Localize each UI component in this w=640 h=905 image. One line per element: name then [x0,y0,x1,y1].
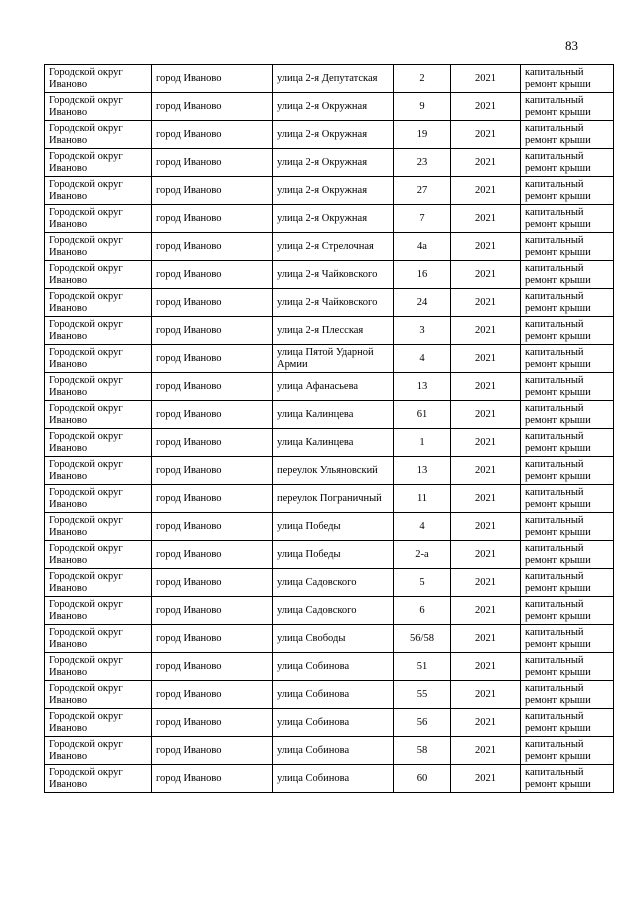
table-row [45,317,614,345]
municipality-cell: Городской округ Иваново [45,765,152,793]
house-number-cell: 61 [394,401,451,429]
house-number-cell: 51 [394,653,451,681]
work-type-cell: капитальный ремонт крыши [521,345,614,373]
year-cell: 2021 [451,513,521,541]
year-cell: 2021 [451,373,521,401]
settlement-cell: город Иваново [152,121,273,149]
settlement-cell: город Иваново [152,149,273,177]
settlement-cell: город Иваново [152,709,273,737]
house-number-cell: 7 [394,205,451,233]
work-type-cell: капитальный ремонт крыши [521,569,614,597]
municipality-cell: Городской округ Иваново [45,345,152,373]
work-type-cell: капитальный ремонт крыши [521,513,614,541]
street-cell: улица 2-я Плесская [273,317,394,345]
street-cell: переулок Пограничный [273,485,394,513]
work-type-cell: капитальный ремонт крыши [521,233,614,261]
work-type-cell: капитальный ремонт крыши [521,261,614,289]
municipality-cell: Городской округ Иваново [45,457,152,485]
street-cell: улица 2-я Окружная [273,93,394,121]
street-cell: улица 2-я Окружная [273,205,394,233]
year-cell: 2021 [451,289,521,317]
table-row [45,177,614,205]
house-number-cell: 27 [394,177,451,205]
municipality-cell: Городской округ Иваново [45,485,152,513]
settlement-cell: город Иваново [152,373,273,401]
settlement-cell: город Иваново [152,65,273,93]
table-row [45,373,614,401]
roof-repair-table [44,64,614,793]
street-cell: улица 2-я Окружная [273,149,394,177]
settlement-cell: город Иваново [152,765,273,793]
settlement-cell: город Иваново [152,205,273,233]
street-cell: улица Садовского [273,569,394,597]
municipality-cell: Городской округ Иваново [45,261,152,289]
table-row [45,513,614,541]
year-cell: 2021 [451,317,521,345]
settlement-cell: город Иваново [152,513,273,541]
street-cell: улица Калинцева [273,401,394,429]
house-number-cell: 6 [394,597,451,625]
house-number-cell: 4 [394,513,451,541]
street-cell: улица Садовского [273,597,394,625]
municipality-cell: Городской округ Иваново [45,737,152,765]
house-number-cell: 24 [394,289,451,317]
municipality-cell: Городской округ Иваново [45,681,152,709]
street-cell: улица 2-я Стрелочная [273,233,394,261]
year-cell: 2021 [451,345,521,373]
settlement-cell: город Иваново [152,345,273,373]
street-cell: улица Собинова [273,765,394,793]
year-cell: 2021 [451,233,521,261]
municipality-cell: Городской округ Иваново [45,233,152,261]
work-type-cell: капитальный ремонт крыши [521,177,614,205]
table-row [45,737,614,765]
year-cell: 2021 [451,65,521,93]
work-type-cell: капитальный ремонт крыши [521,205,614,233]
table-row [45,597,614,625]
work-type-cell: капитальный ремонт крыши [521,457,614,485]
year-cell: 2021 [451,177,521,205]
work-type-cell: капитальный ремонт крыши [521,625,614,653]
table-row [45,289,614,317]
work-type-cell: капитальный ремонт крыши [521,317,614,345]
settlement-cell: город Иваново [152,177,273,205]
year-cell: 2021 [451,541,521,569]
work-type-cell: капитальный ремонт крыши [521,681,614,709]
year-cell: 2021 [451,765,521,793]
year-cell: 2021 [451,653,521,681]
year-cell: 2021 [451,149,521,177]
street-cell: улица Свободы [273,625,394,653]
work-type-cell: капитальный ремонт крыши [521,65,614,93]
settlement-cell: город Иваново [152,737,273,765]
settlement-cell: город Иваново [152,233,273,261]
settlement-cell: город Иваново [152,541,273,569]
work-type-cell: капитальный ремонт крыши [521,93,614,121]
settlement-cell: город Иваново [152,93,273,121]
municipality-cell: Городской округ Иваново [45,65,152,93]
year-cell: 2021 [451,205,521,233]
table-row [45,205,614,233]
table-row [45,149,614,177]
work-type-cell: капитальный ремонт крыши [521,737,614,765]
year-cell: 2021 [451,121,521,149]
work-type-cell: капитальный ремонт крыши [521,429,614,457]
house-number-cell: 4 [394,345,451,373]
house-number-cell: 4а [394,233,451,261]
street-cell: улица 2-я Чайковского [273,289,394,317]
house-number-cell: 16 [394,261,451,289]
settlement-cell: город Иваново [152,625,273,653]
settlement-cell: город Иваново [152,597,273,625]
settlement-cell: город Иваново [152,261,273,289]
table-row [45,261,614,289]
municipality-cell: Городской округ Иваново [45,569,152,597]
page-number: 83 [565,38,578,53]
year-cell: 2021 [451,457,521,485]
table-row [45,485,614,513]
municipality-cell: Городской округ Иваново [45,597,152,625]
table-row [45,625,614,653]
table-body [45,65,614,793]
house-number-cell: 3 [394,317,451,345]
settlement-cell: город Иваново [152,401,273,429]
street-cell: улица Победы [273,541,394,569]
municipality-cell: Городской округ Иваново [45,373,152,401]
municipality-cell: Городской округ Иваново [45,709,152,737]
house-number-cell: 19 [394,121,451,149]
house-number-cell: 13 [394,457,451,485]
street-cell: улица Афанасьева [273,373,394,401]
house-number-cell: 60 [394,765,451,793]
house-number-cell: 11 [394,485,451,513]
municipality-cell: Городской округ Иваново [45,289,152,317]
work-type-cell: капитальный ремонт крыши [521,121,614,149]
municipality-cell: Городской округ Иваново [45,149,152,177]
street-cell: улица Собинова [273,653,394,681]
work-type-cell: капитальный ремонт крыши [521,373,614,401]
house-number-cell: 56/58 [394,625,451,653]
work-type-cell: капитальный ремонт крыши [521,289,614,317]
street-cell: переулок Ульяновский [273,457,394,485]
year-cell: 2021 [451,625,521,653]
street-cell: улица 2-я Окружная [273,121,394,149]
street-cell: улица Собинова [273,681,394,709]
table-row [45,765,614,793]
year-cell: 2021 [451,709,521,737]
house-number-cell: 56 [394,709,451,737]
house-number-cell: 2-а [394,541,451,569]
table-row [45,93,614,121]
year-cell: 2021 [451,401,521,429]
work-type-cell: капитальный ремонт крыши [521,597,614,625]
municipality-cell: Городской округ Иваново [45,93,152,121]
municipality-cell: Городской округ Иваново [45,401,152,429]
settlement-cell: город Иваново [152,569,273,597]
municipality-cell: Городской округ Иваново [45,177,152,205]
municipality-cell: Городской округ Иваново [45,625,152,653]
municipality-cell: Городской округ Иваново [45,541,152,569]
table-row [45,401,614,429]
table-row [45,541,614,569]
street-cell: улица 2-я Депутатская [273,65,394,93]
work-type-cell: капитальный ремонт крыши [521,401,614,429]
table-row [45,681,614,709]
year-cell: 2021 [451,261,521,289]
settlement-cell: город Иваново [152,681,273,709]
municipality-cell: Городской округ Иваново [45,513,152,541]
table-row [45,709,614,737]
table-row [45,429,614,457]
year-cell: 2021 [451,681,521,709]
street-cell: улица Калинцева [273,429,394,457]
settlement-cell: город Иваново [152,653,273,681]
settlement-cell: город Иваново [152,429,273,457]
year-cell: 2021 [451,569,521,597]
house-number-cell: 9 [394,93,451,121]
street-cell: улица Победы [273,513,394,541]
table-row [45,569,614,597]
settlement-cell: город Иваново [152,485,273,513]
municipality-cell: Городской округ Иваново [45,317,152,345]
work-type-cell: капитальный ремонт крыши [521,149,614,177]
table-row [45,233,614,261]
settlement-cell: город Иваново [152,289,273,317]
work-type-cell: капитальный ремонт крыши [521,765,614,793]
municipality-cell: Городской округ Иваново [45,205,152,233]
year-cell: 2021 [451,93,521,121]
house-number-cell: 5 [394,569,451,597]
year-cell: 2021 [451,485,521,513]
settlement-cell: город Иваново [152,457,273,485]
street-cell: улица Пятой Ударной Армии [273,345,394,373]
house-number-cell: 23 [394,149,451,177]
house-number-cell: 55 [394,681,451,709]
work-type-cell: капитальный ремонт крыши [521,541,614,569]
work-type-cell: капитальный ремонт крыши [521,653,614,681]
year-cell: 2021 [451,597,521,625]
street-cell: улица Собинова [273,737,394,765]
municipality-cell: Городской округ Иваново [45,653,152,681]
street-cell: улица Собинова [273,709,394,737]
street-cell: улица 2-я Чайковского [273,261,394,289]
work-type-cell: капитальный ремонт крыши [521,485,614,513]
work-type-cell: капитальный ремонт крыши [521,709,614,737]
table-row [45,65,614,93]
settlement-cell: город Иваново [152,317,273,345]
municipality-cell: Городской округ Иваново [45,121,152,149]
house-number-cell: 58 [394,737,451,765]
street-cell: улица 2-я Окружная [273,177,394,205]
house-number-cell: 13 [394,373,451,401]
municipality-cell: Городской округ Иваново [45,429,152,457]
house-number-cell: 2 [394,65,451,93]
year-cell: 2021 [451,429,521,457]
table-row [45,345,614,373]
house-number-cell: 1 [394,429,451,457]
table-row [45,121,614,149]
table-row [45,653,614,681]
table-row [45,457,614,485]
year-cell: 2021 [451,737,521,765]
